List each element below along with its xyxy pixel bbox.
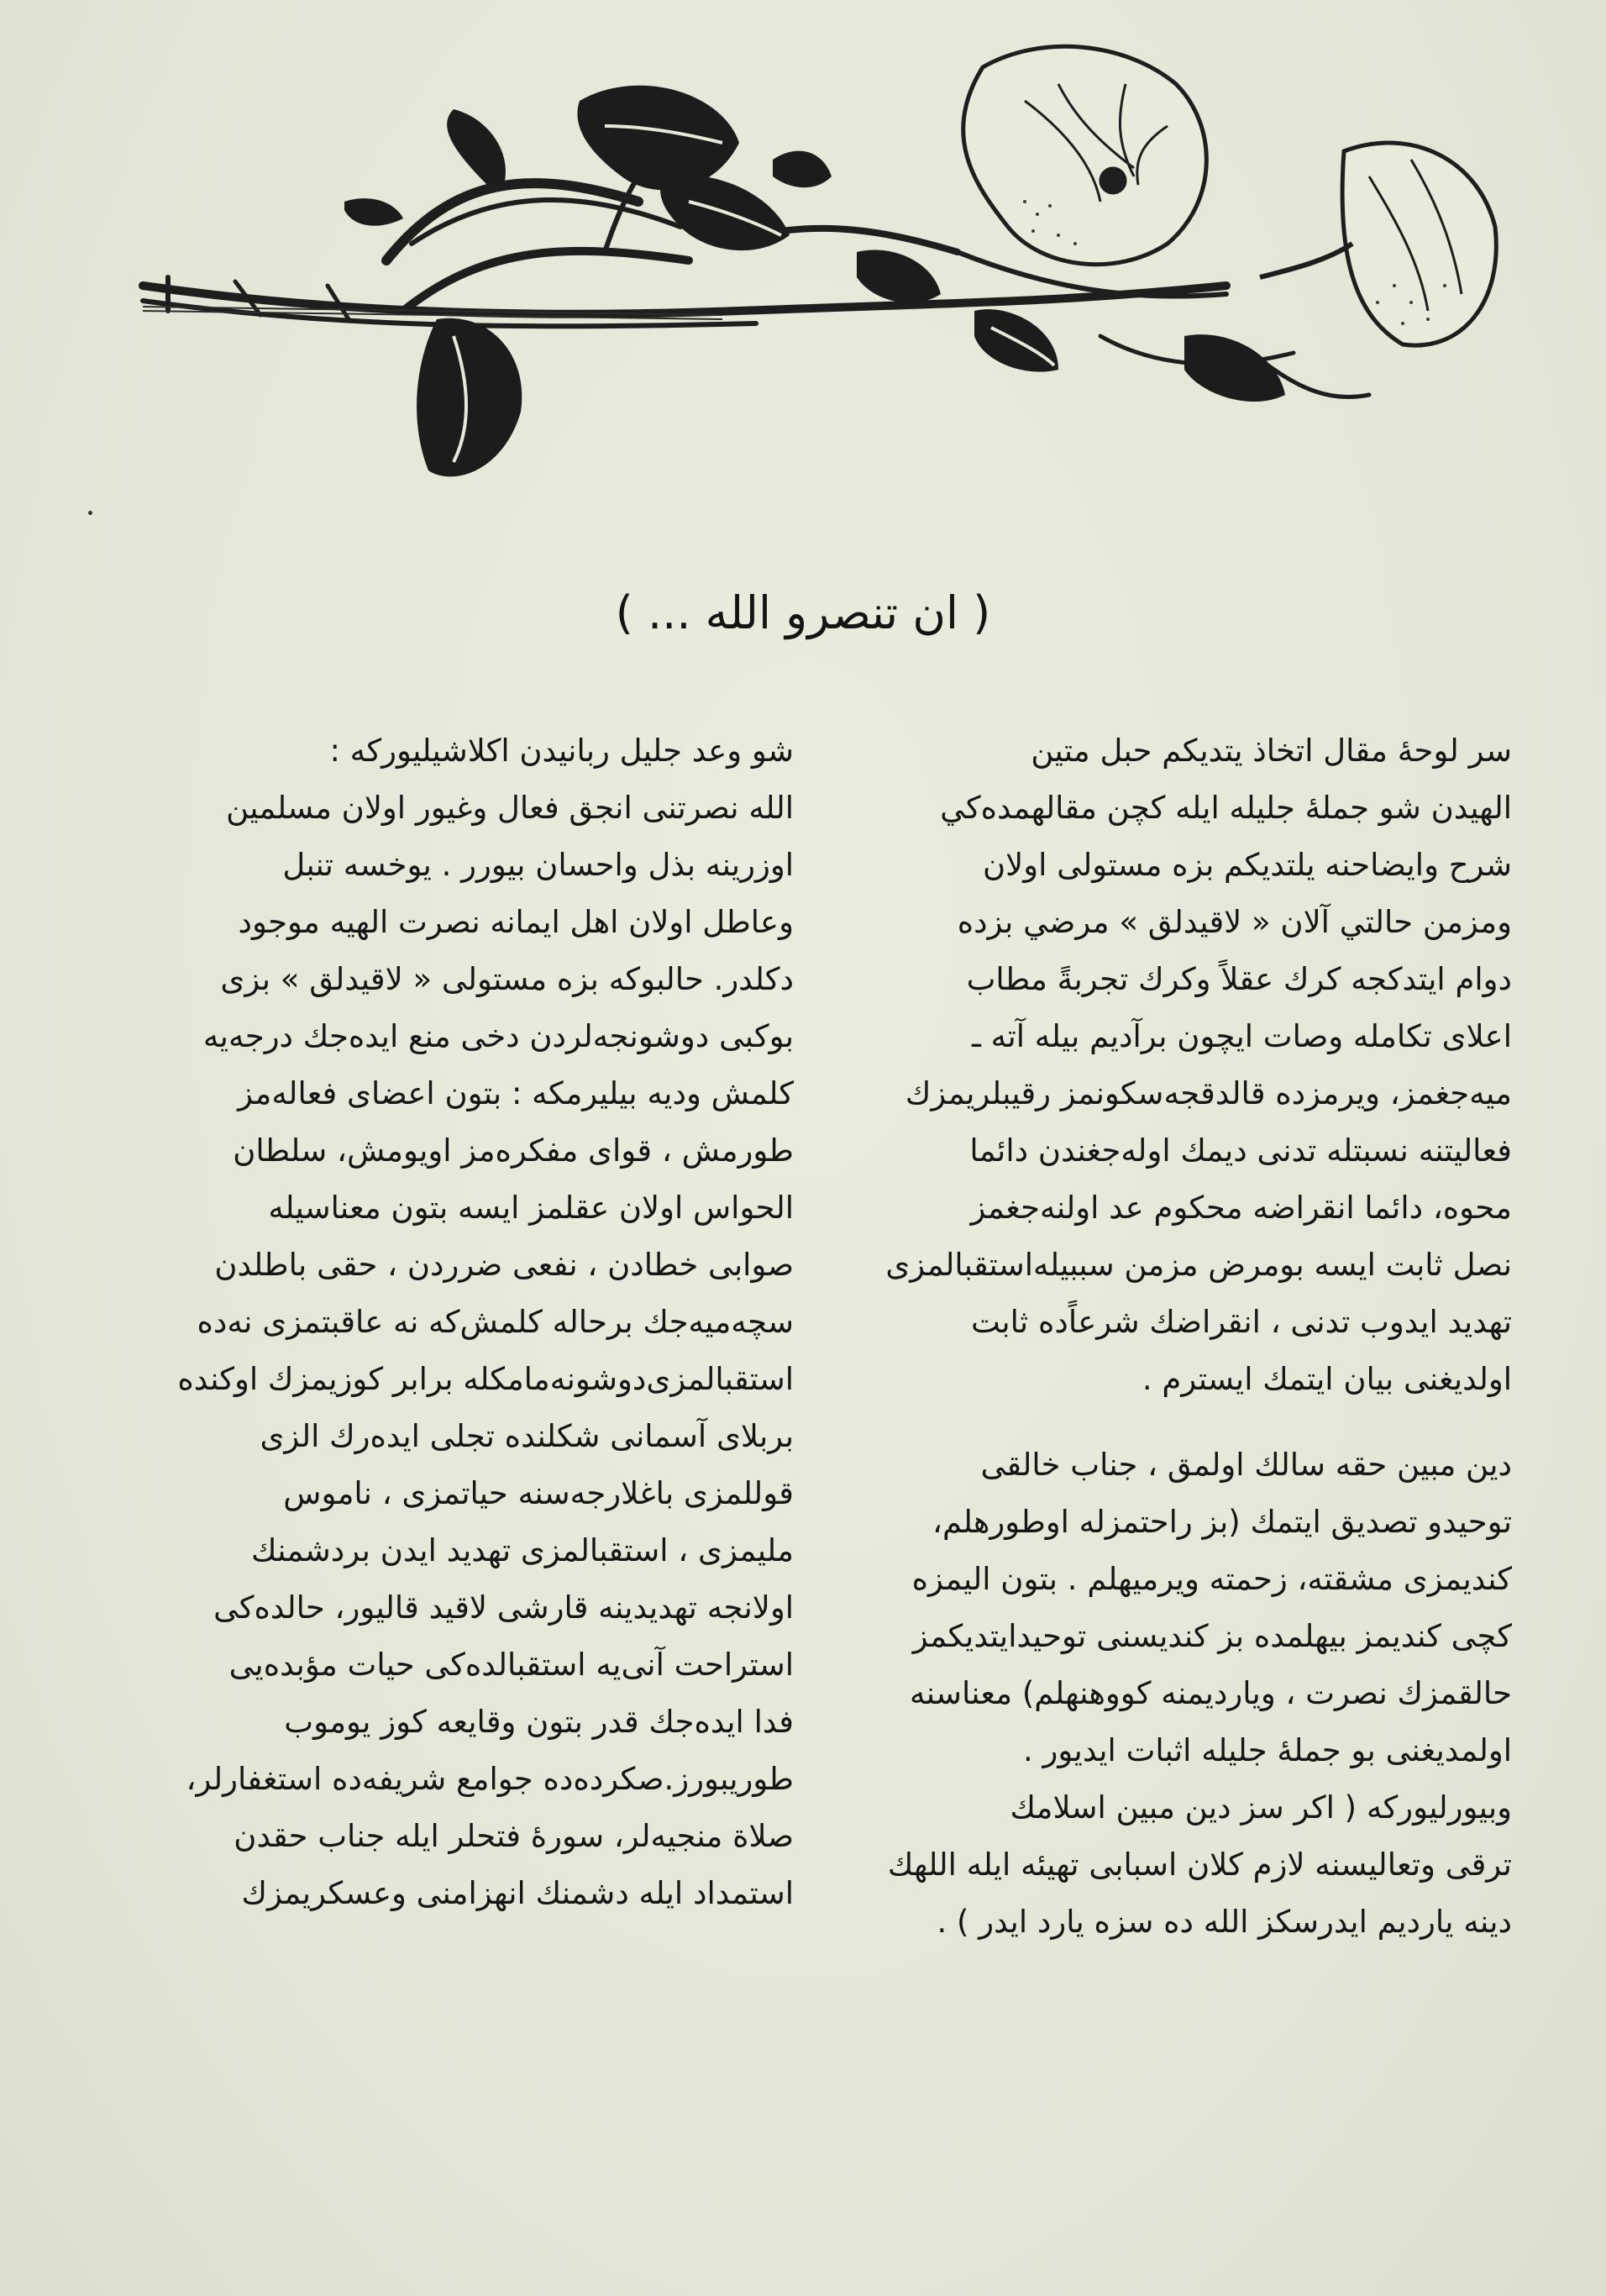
text-line: سر لوحهٔ مقال اتخاذ يتديكم حبل متين: [1031, 733, 1512, 769]
trumpet-flower: [1260, 143, 1496, 345]
ink-speck: [88, 511, 92, 515]
text-line: طوريبورز.صكرده‌ده جوامع شريفه‌ده استغفارلر،: [186, 1761, 794, 1797]
paragraph-2: [857, 1437, 1512, 1951]
text-line: نصل ثابت ايسه بومرض مزمن سببيله‌استقبالمزى: [885, 1247, 1512, 1283]
paragraph-1: [857, 722, 1512, 1408]
text-line: دوام ايتدكجه كرك عقلاً وكرك تجربةً مطاب: [966, 961, 1512, 997]
paragraph-gap: [857, 1408, 1512, 1437]
text-line: ميه‌جغمز، ويرمزده قالدقجه‌سكونمز رقيبلريمزك: [905, 1075, 1512, 1111]
text-line: دين مبين حقه سالك اولمق ، جناب خالقى: [980, 1447, 1512, 1483]
article-title: ( ان تنصرو الله ... ): [615, 586, 991, 639]
text-line: استقبالمزى‌دوشونه‌مامكله برابر كوزيمزك اوكنده: [177, 1361, 794, 1397]
text-line: كچى كنديمز بيهلمده بز كنديسنى توحيدايتديكمز: [912, 1618, 1512, 1654]
text-line: ترقى وتعاليسنه لازم كلان اسبابى تهيئه ايله اللهك: [887, 1847, 1512, 1883]
text-line: اعلاى تكامله وصات ايچون برآديم بيله آته ـ: [972, 1018, 1512, 1054]
floral-vine-illustration: [134, 34, 1512, 504]
text-line: اولديغنى بيان ايتمك ايسترم .: [1142, 1361, 1512, 1397]
text-line: توحيدو تصديق ايتمك (بز راحتمزله اوطورهلم،: [932, 1504, 1512, 1540]
morning-glory-flower: [963, 46, 1207, 264]
text-line: بوكبى دوشونجه‌لردن دخى منع ايده‌جك درجه‌يه: [202, 1018, 794, 1054]
text-line: الهيدن شو جملهٔ جليله ايله كچن مقالهمده‌كي: [940, 790, 1512, 826]
text-line: الحواس اولان عقلمز ايسه بتون معناسيله: [268, 1190, 794, 1226]
text-line: صوابى خطادن ، نفعى ضرردن ، حقى باطلدن: [214, 1247, 794, 1283]
text-line: استمداد ايله دشمنك انهزامنى وعسكريمزك: [241, 1875, 794, 1911]
text-line: شو وعد جليل ربانيدن اكلاشيليوركه :: [329, 733, 794, 769]
text-line: ومزمن حالتي آلان « لاقيدلق » مرضي بزده: [957, 904, 1512, 940]
left-column: [139, 722, 794, 1922]
text-line: فعاليتنه نسبتله تدنى ديمك اوله‌جغندن دائما: [969, 1132, 1512, 1169]
leaf-veins: [454, 126, 1054, 462]
text-line: قوللمزى باغلارجه‌سنه حياتمزى ، ناموس: [283, 1475, 794, 1511]
text-line: كنديمزى مشقته، زحمته ويرميهلم . بتون اليمزه: [911, 1561, 1512, 1597]
text-line: طورمش ، قواى مفكره‌مز اويومش، سلطان: [233, 1132, 794, 1169]
right-column: [857, 722, 1512, 1951]
text-line: استراحت آنى‌يه استقبالده‌كى حيات مؤبده‌يى: [228, 1647, 794, 1683]
text-line: مليمزى ، استقبالمزى تهديد ايدن بردشمنك: [251, 1532, 794, 1568]
text-line: حالقمزك نصرت ، ويارديمنه كووهنهلم) معناسنه: [909, 1675, 1512, 1711]
text-line: وعاطل اولان اهل ايمانه نصرت الهيه موجود: [238, 904, 794, 940]
text-line: كلمش وديه بيليرمكه : بتون اعضاى فعاله‌مز: [238, 1075, 794, 1111]
text-line: شرح وايضاحنه يلتديكم بزه مستولى اولان: [982, 847, 1512, 883]
text-line: بربلاى آسمانى شكلنده تجلى ايده‌رك الزى: [260, 1418, 794, 1454]
text-line: صلاة منجيه‌لر، سورهٔ فتحلر ايله جناب حقدن: [234, 1818, 794, 1854]
text-line: دينه يارديم ايدرسكز الله ده سزه يارد ايدر ) .: [937, 1904, 1512, 1940]
text-line: تهديد ايدوب تدنى ، انقراضك شرعاًده ثابت: [971, 1304, 1512, 1340]
text-line: اوزرينه بذل واحسان بيورر . يوخسه تنبل: [282, 847, 794, 883]
text-line: محوه، دائما انقراضه محكوم عد اولنه‌جغمز: [970, 1190, 1512, 1226]
text-line: فدا ايده‌جك قدر بتون وقايعه كوز يوموب: [284, 1704, 794, 1740]
text-line: اولانجه تهديدينه قارشى لاقيد قاليور، حالده‌كى: [213, 1589, 794, 1626]
text-line: الله نصرتنى انجق فعال وغيور اولان مسلمين: [226, 790, 794, 826]
text-line: وبيورليوركه ( اكر سز دين مبين اسلامك: [1010, 1789, 1512, 1826]
text-line: سچه‌ميه‌جك برحاله كلمش‌كه نه عاقبتمزى نه‌ده: [197, 1304, 794, 1340]
text-line: دكلدر. حالبوكه بزه مستولى « لاقيدلق » بزى: [220, 961, 794, 997]
text-line: اولمديغنى بو جملهٔ جليله اثبات ايديور .: [1023, 1732, 1512, 1768]
